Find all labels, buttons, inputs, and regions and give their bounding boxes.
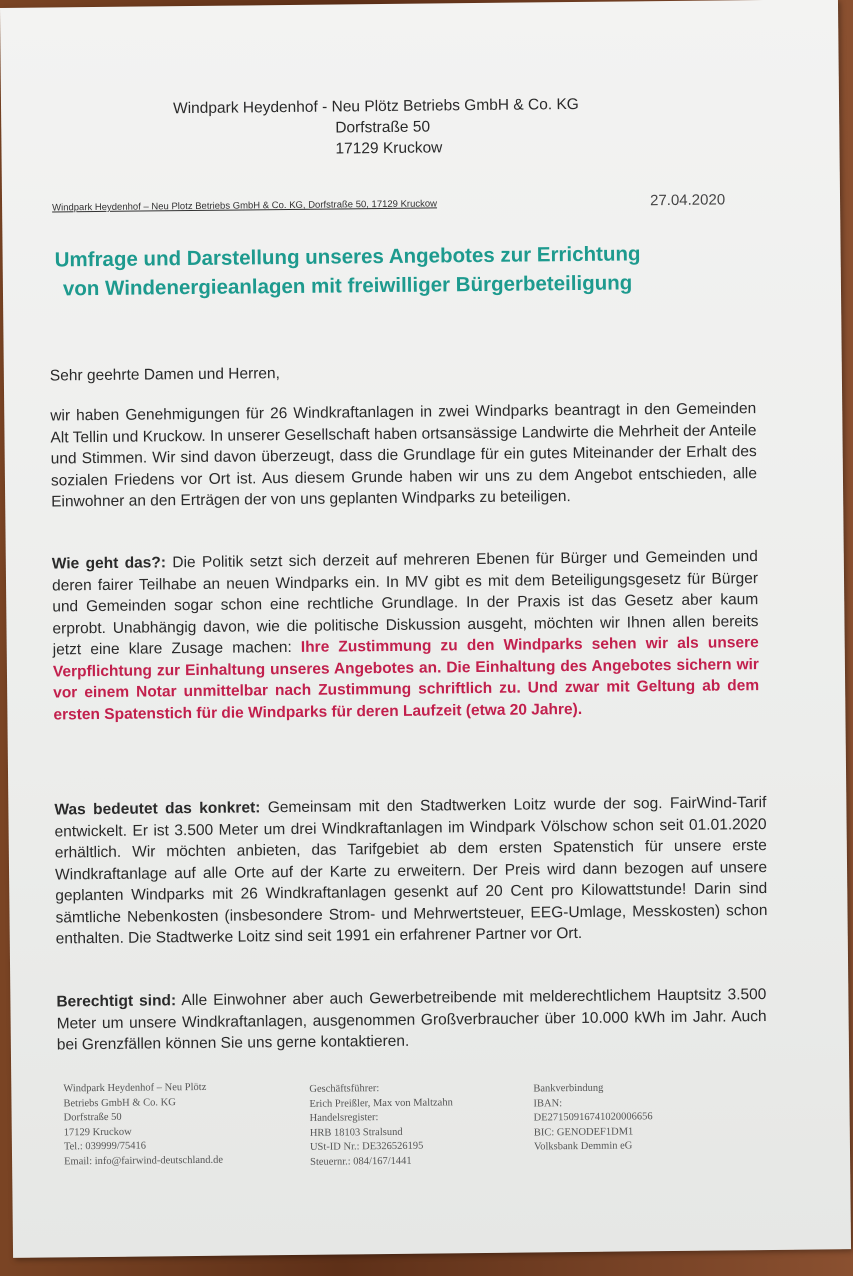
footer-bank — [533, 1081, 653, 1155]
footer-line: Dorfstraße 50 — [63, 1111, 122, 1124]
salutation: Sehr geehrte Damen und Herren, — [49, 365, 280, 385]
paragraph-how-text: Die Politik setzt sich derzeit auf mehreren Ebenen für Bürger und Gemeinden und deren fairer Teilhabe an neuen Windparks ein. In MV gibt es mit dem Beteiligungsgesetz für Bürger und Gemeinden sogar schon eine rechtliche Grundlage. In der Praxis ist das Gesetz aber kaum erprobt. Unabhängig davon, wie die politische Diskussion ausgeht, möchten wir Ihnen allen bereits jetzt eine klare Zusage machen: — [51, 548, 759, 659]
footer-management — [309, 1081, 453, 1169]
paragraph-eligible-lead: Berechtigt sind: — [56, 992, 177, 1011]
footer-line: Email: info@fairwind-deutschland.de — [64, 1154, 224, 1167]
footer-line: IBAN: — [533, 1097, 563, 1109]
paragraph-meaning — [54, 792, 768, 950]
letter-date: 27.04.2020 — [649, 191, 726, 210]
paragraph-eligible-text: Alle Einwohner aber auch Gewerbetreibende mit melderechtlichem Hauptsitz 3.500 Meter um unsere Windkraftanlagen, ausgenommen Großverbraucher über 10.000 kWh im Jahr. Auch bei Grenzfällen können Sie uns gerne kontaktieren. — [56, 986, 767, 1054]
letterhead-street: Dorfstraße 50 — [335, 118, 431, 137]
sender-return-address: Windpark Heydenhof – Neu Plotz Betriebs GmbH & Co. KG, Dorfstraße 50, 17129 Kruckow — [52, 198, 438, 214]
paragraph-how — [52, 546, 760, 725]
footer-line: Geschäftsführer: — [309, 1083, 380, 1095]
paragraph-eligible — [56, 984, 767, 1056]
footer-line: BIC: GENODEF1DM1 — [533, 1125, 634, 1138]
letterhead-city: 17129 Kruckow — [335, 139, 443, 158]
letter-title — [54, 238, 755, 303]
footer-line: Erich Preißler, Max von Maltzahn — [309, 1096, 453, 1110]
footer-line: DE27150916741020006656 — [533, 1111, 653, 1124]
footer-line: USt-ID Nr.: DE326526195 — [309, 1140, 424, 1153]
footer-line: Bankverbindung — [533, 1082, 604, 1095]
paragraph-intro: wir haben Genehmigungen für 26 Windkraftanlagen in zwei Windparks beantragt in den Gemeinden Alt Tellin und Kruckow. In unserer Gesellschaft haben ortsansässige Landwirte die Mehrheit der Anteile und Stimmen. Wir sind davon überzeugt, dass die Grundlage für ein gutes Miteinander der Erhalt des sozialen Friedens vor Ort ist. Aus diesem Grunde haben wir uns zu dem Angebot entschieden, alle Einwohner an den Erträgen der von uns geplanten Windparks zu beteiligen. — [50, 400, 758, 511]
footer-line: Tel.: 039999/75416 — [63, 1140, 147, 1153]
letterhead-company: Windpark Heydenhof - Neu Plötz Betriebs GmbH & Co. KG — [172, 95, 579, 118]
footer-line: Betriebs GmbH & Co. KG — [63, 1096, 176, 1109]
footer-line: Steuernr.: 084/167/1441 — [310, 1155, 412, 1168]
paragraph-how-commitment: Ihre Zustimmung zu den Windparks sehen wir als unsere Verpflichtung zur Einhaltung unseres Angebotes an. Die Einhaltung des Angebotes sichern wir vor einem Notar unmittelbar nach Zustimmung schriftlich zu. Und zwar mit Geltung ab dem ersten Spatenstich für die Windparks für deren Laufzeit (etwa 20 Jahre). — [52, 634, 760, 723]
footer-line: Windpark Heydenhof – Neu Plötz — [63, 1081, 207, 1095]
title-line-1: Umfrage und Darstellung unseres Angebotes zur Errichtung — [54, 242, 641, 272]
paragraph-how-lead: Wie geht das?: — [51, 554, 167, 573]
footer-line: Volksbank Demmin eG — [533, 1140, 633, 1153]
title-line-2: von Windenergieanlagen mit freiwilliger Bürgerbeteiligung — [62, 271, 633, 301]
letterhead — [173, 94, 614, 162]
footer-line: 17129 Kruckow — [63, 1126, 132, 1138]
footer-line: Handelsregister: — [309, 1112, 379, 1124]
paragraph-meaning-text: Gemeinsam mit den Stadtwerken Loitz wurde der sog. FairWind-Tarif entwickelt. Er ist 3.500 Meter um drei Windkraftanlagen im Windpark Völschow schon seit 01.01.2020 erhältlich. Wir möchten anbieten, das Tarifgebiet ab dem ersten Spatenstich für unsere erste Windkraftanlage auf alle Orte auf der Karte zu erweitern. Der Preis wird dann bezogen auf unsere geplanten Windparks mit 26 Windkraftanlagen gesenkt auf 20 Cent pro Kilowattstunde! Darin sind sämtliche Nebenkosten (insbesondere Strom- und Mehrwertsteuer, EEG-Umlage, Messkosten) schon enthalten. Die Stadtwerke Loitz sind seit 1991 ein erfahrener Partner vor Ort. — [54, 794, 768, 948]
footer-company — [63, 1081, 223, 1170]
paragraph-meaning-lead: Was bedeutet das konkret: — [54, 799, 261, 819]
footer-line: HRB 18103 Stralsund — [309, 1126, 403, 1139]
